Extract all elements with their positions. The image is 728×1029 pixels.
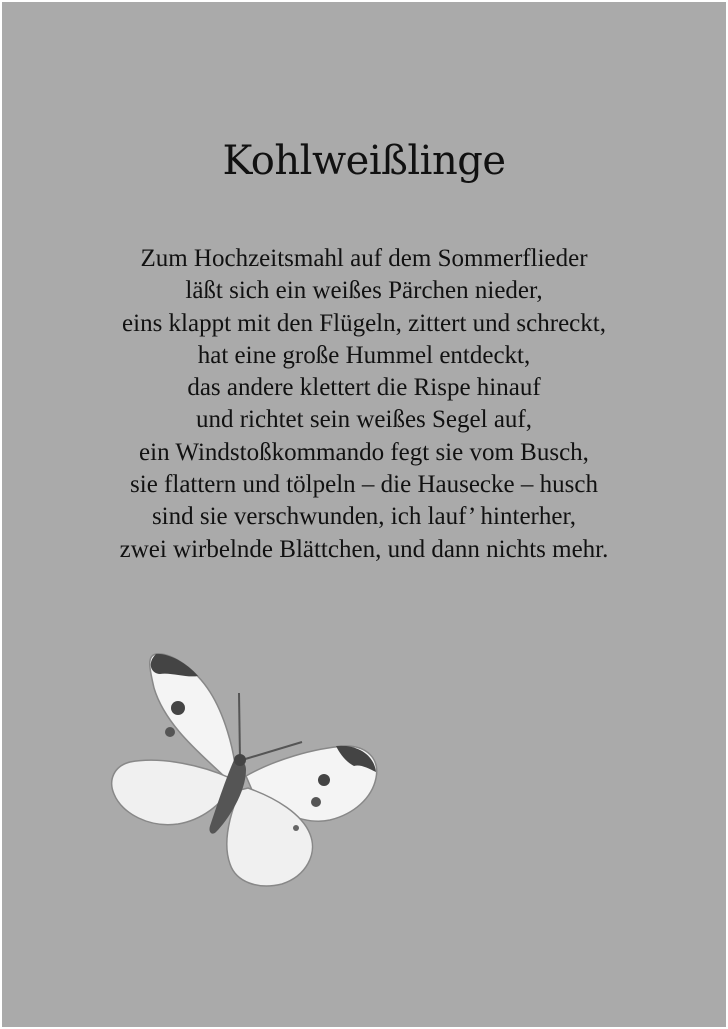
poem-body <box>2 243 726 566</box>
poem-line: sie flattern und tölpeln – die Hausecke – husch <box>130 471 598 499</box>
poem-line: das andere klettert die Rispe hinauf <box>187 374 541 402</box>
poem-line: eins klappt mit den Flügeln, zittert und schreckt, <box>122 309 606 337</box>
poem-line: läßt sich ein weißes Pärchen nieder, <box>185 277 543 305</box>
poem-line: und richtet sein weißes Segel auf, <box>195 406 532 434</box>
poem-line: ein Windstoßkommando fegt sie vom Busch, <box>139 438 589 466</box>
poem-line: sind sie verschwunden, ich lauf’ hinterher, <box>151 503 577 531</box>
poem-line: zwei wirbelnde Blättchen, und dann nichts mehr. <box>119 535 609 563</box>
poem-line: hat eine große Hummel entdeckt, <box>197 341 531 369</box>
poem-line: Zum Hochzeitsmahl auf dem Sommerflieder <box>140 245 588 272</box>
poem-page <box>2 2 726 1027</box>
butterfly-icon <box>106 648 382 892</box>
poem-title: Kohlweißlinge <box>222 138 506 184</box>
